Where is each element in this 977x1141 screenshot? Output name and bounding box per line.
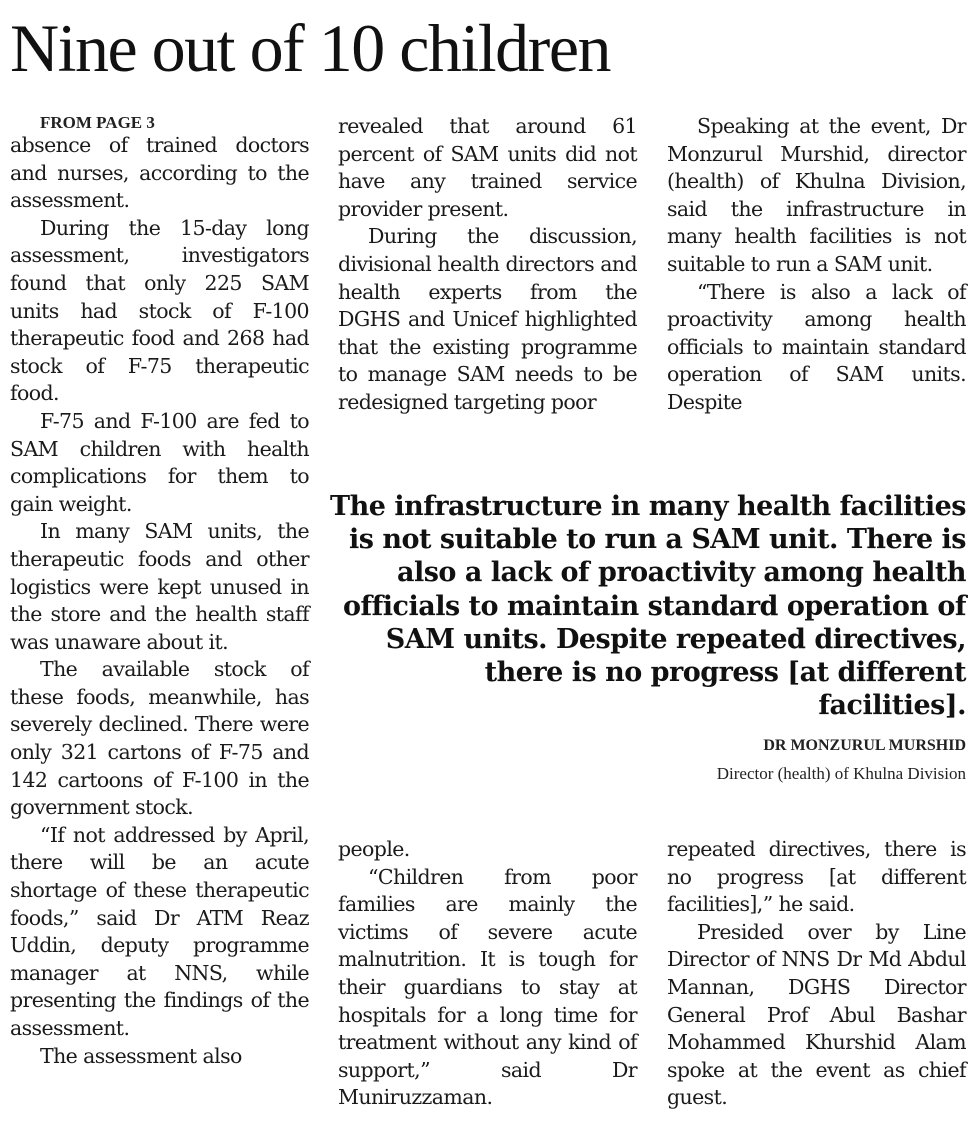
pull-quote-attribution-name: DR MONZURUL MURSHID — [763, 737, 966, 754]
article-column-1 — [10, 113, 309, 1070]
continuation-kicker: FROM PAGE 3 — [40, 113, 155, 132]
paragraph: The assessment also — [40, 1043, 242, 1068]
paragraph: In many SAM units, the therapeutic foods and other logistics were kept unused in the store and the health staff was unaware about it. — [10, 519, 309, 654]
paragraph: revealed that around 61 percent of SAM units did not have any trained service provider present. — [338, 114, 637, 221]
pull-quote-attribution-role: Director (health) of Khulna Division — [716, 764, 966, 783]
pull-quote: The infrastructure in many health facilities is not suitable to run a SAM unit. There is also a lack of proactivity among health officials to maintain standard operation of SAM units. Despite repeated directives, there is no progress [at different facilities]. — [330, 491, 966, 722]
paragraph: “There is also a lack of proactivity among health officials to maintain standard operation of SAM units. Despite — [667, 279, 966, 414]
article-column-3-bottom — [667, 836, 966, 1112]
article-column-2-bottom — [338, 836, 637, 1112]
paragraph: “If not addressed by April, there will be an acute shortage of these therapeutic foods,” said Dr ATM Reaz Uddin, deputy programme manager at NNS, while presenting the findings of the assessment. — [10, 822, 309, 1040]
paragraph: “Children from poor families are mainly the victims of severe acute malnutrition. It is tough for their guardians to stay at hospitals for a long time for treatment without any kind of support,” said Dr Muniruzzaman. — [338, 864, 637, 1110]
paragraph: people. — [338, 837, 410, 861]
article-column-3-top — [667, 113, 966, 417]
paragraph: During the 15-day long assessment, investigators found that only 225 SAM units had stock of F-100 therapeutic food and 268 had stock of F-75 therapeutic food. — [10, 215, 309, 406]
paragraph: F-75 and F-100 are fed to SAM children with health complications for them to gain weight. — [10, 408, 309, 516]
paragraph: absence of trained doctors and nurses, according to the assessment. — [10, 133, 309, 213]
headline: Nine out of 10 children — [10, 10, 611, 86]
paragraph: During the discussion, divisional health directors and health experts from the DGHS and Unicef highlighted that the existing programme to manage SAM needs to be redesigned targeting poor — [338, 224, 637, 414]
paragraph: repeated directives, there is no progress [at different facilities],” he said. — [667, 837, 966, 917]
paragraph: Speaking at the event, Dr Monzurul Murshid, director (health) of Khulna Division, said the infrastructure in many health facilities is not suitable to run a SAM unit. — [667, 114, 966, 276]
paragraph: The available stock of these foods, meanwhile, has severely declined. There were only 321 cartons of F-75 and 142 cartoons of F-100 in the government stock. — [10, 657, 309, 820]
article-column-2-top — [338, 113, 637, 417]
paragraph: Presided over by Line Director of NNS Dr Md Abdul Mannan, DGHS Director General Prof Abul Bashar Mohammed Khurshid Alam spoke at the event as chief guest. — [667, 919, 966, 1110]
